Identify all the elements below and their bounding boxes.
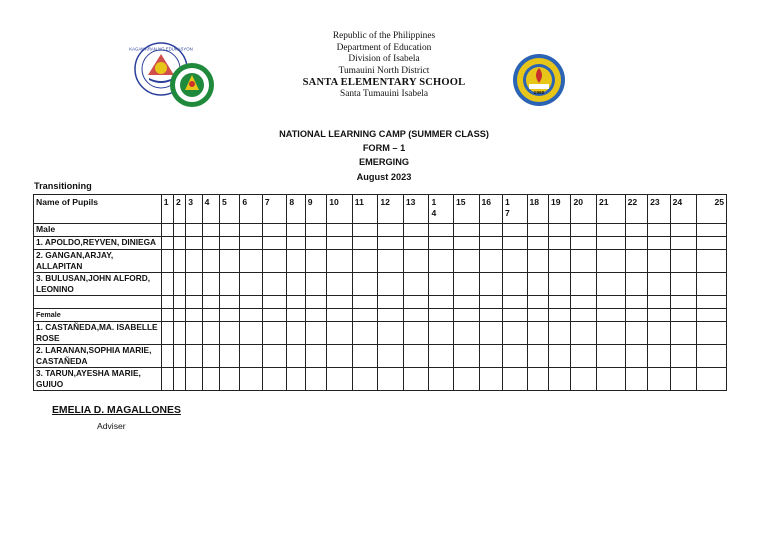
attendance-cell — [453, 322, 479, 345]
attendance-cell — [548, 250, 570, 273]
attendance-cell — [219, 250, 239, 273]
attendance-cell — [305, 296, 326, 309]
female-section-row — [34, 309, 727, 322]
attendance-cell — [429, 368, 454, 391]
attendance-cell — [240, 368, 262, 391]
attendance-cell — [648, 273, 670, 296]
attendance-cell — [453, 309, 479, 322]
attendance-cell — [697, 224, 727, 237]
day-column-header: 11 — [352, 195, 378, 224]
deped-seal-text: KAGAWARAN NG EDUKASYON — [129, 46, 193, 52]
attendance-cell — [327, 296, 353, 309]
attendance-cell — [648, 237, 670, 250]
attendance-cell — [597, 309, 626, 322]
attendance-cell — [403, 237, 429, 250]
attendance-cell — [202, 224, 219, 237]
attendance-cell — [453, 237, 479, 250]
attendance-cell — [403, 224, 429, 237]
day-column-header: 9 — [305, 195, 326, 224]
attendance-cell — [262, 224, 287, 237]
subheading: Transitioning — [34, 181, 92, 191]
day-column-header: 1 4 — [429, 195, 454, 224]
attendance-cell — [352, 237, 378, 250]
attendance-cell — [571, 237, 597, 250]
attendance-cell — [186, 368, 202, 391]
attendance-cell — [305, 368, 326, 391]
attendance-cell — [240, 250, 262, 273]
attendance-cell — [262, 296, 287, 309]
attendance-cell — [202, 309, 219, 322]
attendance-cell — [287, 309, 305, 322]
blank-row — [34, 296, 727, 309]
attendance-cell — [503, 296, 528, 309]
attendance-cell — [597, 224, 626, 237]
attendance-cell — [625, 224, 647, 237]
attendance-cell — [503, 250, 528, 273]
school-name: SANTA ELEMENTARY SCHOOL — [302, 77, 466, 89]
attendance-cell — [219, 322, 239, 345]
attendance-cell — [625, 345, 647, 368]
attendance-cell — [240, 237, 262, 250]
attendance-cell — [548, 322, 570, 345]
attendance-cell — [625, 309, 647, 322]
attendance-cell — [429, 322, 454, 345]
attendance-cell — [479, 250, 503, 273]
attendance-cell — [697, 345, 727, 368]
attendance-cell — [571, 368, 597, 391]
day-column-header: 25 — [697, 195, 727, 224]
attendance-cell — [503, 224, 528, 237]
attendance-cell — [479, 273, 503, 296]
attendance-cell — [327, 368, 353, 391]
attendance-cell — [453, 250, 479, 273]
attendance-cell — [648, 309, 670, 322]
attendance-cell — [503, 345, 528, 368]
attendance-cell — [670, 368, 697, 391]
day-column-header: 13 — [403, 195, 429, 224]
day-column-header: 16 — [479, 195, 503, 224]
attendance-cell — [429, 237, 454, 250]
attendance-cell — [453, 368, 479, 391]
pupil-name: 3. BULUSAN,JOHN ALFORD, LEONINO — [34, 273, 162, 296]
day-column-header: 10 — [327, 195, 353, 224]
letterhead-line-1: Republic of the Philippines — [332, 31, 436, 41]
attendance-cell — [161, 237, 173, 250]
attendance-cell — [503, 273, 528, 296]
table-row — [34, 273, 727, 296]
attendance-cell — [403, 345, 429, 368]
attendance-cell — [305, 224, 326, 237]
attendance-cell — [453, 224, 479, 237]
attendance-cell — [527, 250, 548, 273]
pupil-name: 1. CASTAÑEDA,MA. ISABELLE ROSE — [34, 322, 162, 345]
attendance-cell — [327, 237, 353, 250]
attendance-cell — [648, 250, 670, 273]
table-row — [34, 237, 727, 250]
attendance-cell — [503, 237, 528, 250]
day-column-header: 8 — [287, 195, 305, 224]
school-seal-year: 1960 — [533, 91, 545, 96]
attendance-cell — [479, 296, 503, 309]
attendance-cell — [597, 345, 626, 368]
attendance-cell — [548, 224, 570, 237]
attendance-cell — [186, 237, 202, 250]
attendance-cell — [548, 296, 570, 309]
attendance-cell — [262, 250, 287, 273]
attendance-cell — [648, 322, 670, 345]
title-line-2: FORM – 1 — [362, 143, 406, 154]
attendance-cell — [202, 237, 219, 250]
title-line-4: August 2023 — [356, 171, 412, 182]
attendance-cell — [186, 273, 202, 296]
attendance-cell — [527, 368, 548, 391]
attendance-cell — [527, 224, 548, 237]
attendance-cell — [378, 345, 404, 368]
attendance-cell — [287, 368, 305, 391]
attendance-cell — [287, 237, 305, 250]
attendance-cell — [240, 322, 262, 345]
pupil-name: 1. APOLDO,REYVEN, DINIEGA — [34, 237, 162, 250]
attendance-cell — [429, 345, 454, 368]
attendance-cell — [403, 322, 429, 345]
day-column-header: 23 — [648, 195, 670, 224]
attendance-cell — [352, 309, 378, 322]
pupil-name: 2. LARANAN,SOPHIA MARIE, CASTAÑEDA — [34, 345, 162, 368]
attendance-cell — [378, 224, 404, 237]
attendance-cell — [503, 322, 528, 345]
attendance-cell — [305, 322, 326, 345]
attendance-cell — [305, 345, 326, 368]
day-column-header: 1 — [161, 195, 173, 224]
attendance-cell — [625, 273, 647, 296]
attendance-cell — [378, 250, 404, 273]
day-column-header: 7 — [262, 195, 287, 224]
school-address: Santa Tumauini Isabela — [339, 88, 428, 99]
attendance-cell — [648, 224, 670, 237]
attendance-cell — [548, 273, 570, 296]
attendance-cell — [625, 368, 647, 391]
attendance-cell — [240, 224, 262, 237]
letterhead-line-4: Tumauini North District — [338, 65, 430, 76]
attendance-cell — [161, 296, 173, 309]
attendance-cell — [305, 309, 326, 322]
attendance-cell — [378, 309, 404, 322]
attendance-cell — [697, 309, 727, 322]
attendance-cell — [571, 224, 597, 237]
attendance-cell — [186, 224, 202, 237]
attendance-cell — [670, 237, 697, 250]
attendance-cell — [527, 273, 548, 296]
attendance-cell — [161, 345, 173, 368]
attendance-cell — [597, 368, 626, 391]
attendance-cell — [287, 296, 305, 309]
attendance-cell — [571, 250, 597, 273]
attendance-cell — [352, 296, 378, 309]
attendance-cell — [571, 309, 597, 322]
attendance-cell — [219, 345, 239, 368]
day-column-header: 12 — [378, 195, 404, 224]
attendance-cell — [174, 296, 186, 309]
attendance-cell — [479, 237, 503, 250]
attendance-cell — [240, 309, 262, 322]
attendance-cell — [161, 368, 173, 391]
attendance-cell — [202, 296, 219, 309]
attendance-cell — [403, 250, 429, 273]
letterhead — [220, 31, 548, 101]
attendance-cell — [648, 368, 670, 391]
attendance-cell — [161, 224, 173, 237]
attendance-cell — [327, 250, 353, 273]
attendance-cell — [571, 322, 597, 345]
attendance-cell — [186, 250, 202, 273]
table-header-row — [34, 195, 727, 224]
attendance-cell — [262, 273, 287, 296]
attendance-cell — [174, 309, 186, 322]
attendance-cell — [429, 309, 454, 322]
attendance-cell — [186, 296, 202, 309]
attendance-cell — [548, 345, 570, 368]
attendance-cell — [648, 296, 670, 309]
attendance-cell — [327, 273, 353, 296]
letterhead-line-3: Division of Isabela — [348, 54, 420, 65]
attendance-cell — [625, 296, 647, 309]
attendance-cell — [670, 273, 697, 296]
title-line-1: NATIONAL LEARNING CAMP (SUMMER CLASS) — [279, 129, 489, 139]
attendance-cell — [327, 322, 353, 345]
division-seal-logo — [169, 62, 215, 108]
attendance-cell — [287, 273, 305, 296]
attendance-cell — [240, 345, 262, 368]
attendance-cell — [186, 309, 202, 322]
attendance-cell — [219, 296, 239, 309]
attendance-cell — [161, 273, 173, 296]
attendance-cell — [697, 296, 727, 309]
attendance-cell — [352, 368, 378, 391]
attendance-cell — [625, 237, 647, 250]
day-column-header: 22 — [625, 195, 647, 224]
day-column-header: 1 7 — [503, 195, 528, 224]
attendance-cell — [527, 237, 548, 250]
female-section-label: Female — [34, 309, 162, 322]
attendance-cell — [429, 250, 454, 273]
name-column-header: Name of Pupils — [34, 195, 162, 224]
attendance-cell — [186, 345, 202, 368]
male-section-label: Male — [34, 224, 162, 237]
pupil-name: 2. GANGAN,ARJAY, ALLAPITAN — [34, 250, 162, 273]
day-column-header: 18 — [527, 195, 548, 224]
male-section-row — [34, 224, 727, 237]
attendance-cell — [174, 250, 186, 273]
day-column-header: 19 — [548, 195, 570, 224]
attendance-cell — [202, 368, 219, 391]
attendance-table — [33, 194, 727, 391]
day-column-header: 24 — [670, 195, 697, 224]
attendance-cell — [697, 237, 727, 250]
attendance-cell — [453, 296, 479, 309]
attendance-cell — [403, 273, 429, 296]
attendance-cell — [548, 237, 570, 250]
attendance-cell — [479, 322, 503, 345]
attendance-cell — [174, 322, 186, 345]
attendance-cell — [161, 309, 173, 322]
attendance-cell — [202, 250, 219, 273]
table-row — [34, 368, 727, 391]
attendance-cell — [625, 250, 647, 273]
day-column-header: 4 — [202, 195, 219, 224]
attendance-cell — [161, 322, 173, 345]
attendance-cell — [327, 309, 353, 322]
attendance-cell — [527, 296, 548, 309]
attendance-cell — [219, 368, 239, 391]
attendance-cell — [327, 345, 353, 368]
adviser-name: EMELIA D. MAGALLONES — [52, 405, 181, 416]
attendance-cell — [571, 296, 597, 309]
attendance-cell — [378, 322, 404, 345]
attendance-cell — [352, 273, 378, 296]
attendance-cell — [429, 224, 454, 237]
table-row — [34, 345, 727, 368]
attendance-cell — [527, 345, 548, 368]
attendance-cell — [240, 273, 262, 296]
attendance-cell — [597, 273, 626, 296]
title-line-3: EMERGING — [358, 157, 410, 168]
attendance-cell — [453, 345, 479, 368]
day-column-header: 2 — [174, 195, 186, 224]
attendance-cell — [174, 368, 186, 391]
day-column-header: 20 — [571, 195, 597, 224]
attendance-cell — [219, 224, 239, 237]
attendance-cell — [697, 250, 727, 273]
table-row — [34, 322, 727, 345]
attendance-cell — [378, 237, 404, 250]
attendance-cell — [527, 322, 548, 345]
attendance-cell — [670, 224, 697, 237]
attendance-cell — [202, 322, 219, 345]
attendance-cell — [174, 224, 186, 237]
attendance-cell — [479, 345, 503, 368]
attendance-cell — [571, 345, 597, 368]
attendance-cell — [287, 250, 305, 273]
attendance-cell — [625, 322, 647, 345]
attendance-cell — [403, 368, 429, 391]
attendance-cell — [479, 309, 503, 322]
attendance-cell — [429, 273, 454, 296]
attendance-cell — [670, 322, 697, 345]
attendance-cell — [697, 322, 727, 345]
attendance-cell — [352, 224, 378, 237]
attendance-cell — [219, 273, 239, 296]
attendance-cell — [697, 273, 727, 296]
attendance-cell — [403, 296, 429, 309]
attendance-cell — [571, 273, 597, 296]
attendance-cell — [174, 237, 186, 250]
attendance-cell — [597, 237, 626, 250]
attendance-cell — [597, 250, 626, 273]
attendance-cell — [202, 273, 219, 296]
day-column-header: 6 — [240, 195, 262, 224]
attendance-cell — [219, 237, 239, 250]
attendance-cell — [670, 309, 697, 322]
attendance-cell — [262, 309, 287, 322]
attendance-cell — [305, 237, 326, 250]
form-title — [230, 127, 538, 184]
attendance-cell — [378, 296, 404, 309]
attendance-cell — [174, 345, 186, 368]
attendance-cell — [262, 237, 287, 250]
attendance-cell — [403, 309, 429, 322]
attendance-cell — [240, 296, 262, 309]
attendance-cell — [548, 309, 570, 322]
attendance-cell — [161, 250, 173, 273]
attendance-cell — [479, 224, 503, 237]
attendance-cell — [262, 345, 287, 368]
table-row — [34, 250, 727, 273]
attendance-cell — [597, 296, 626, 309]
attendance-cell — [503, 309, 528, 322]
attendance-cell — [305, 273, 326, 296]
attendance-cell — [287, 224, 305, 237]
attendance-cell — [697, 368, 727, 391]
attendance-cell — [352, 345, 378, 368]
attendance-cell — [378, 273, 404, 296]
pupil-name: 3. TARUN,AYESHA MARIE, GUIUO — [34, 368, 162, 391]
attendance-cell — [262, 322, 287, 345]
attendance-cell — [429, 296, 454, 309]
attendance-cell — [262, 368, 287, 391]
attendance-cell — [174, 273, 186, 296]
attendance-cell — [327, 224, 353, 237]
attendance-cell — [670, 250, 697, 273]
day-column-header: 21 — [597, 195, 626, 224]
attendance-cell — [378, 368, 404, 391]
attendance-cell — [219, 309, 239, 322]
blank-cell — [34, 296, 162, 309]
attendance-cell — [527, 309, 548, 322]
attendance-cell — [479, 368, 503, 391]
adviser-role: Adviser — [97, 421, 126, 431]
attendance-cell — [186, 322, 202, 345]
attendance-cell — [352, 250, 378, 273]
attendance-cell — [597, 322, 626, 345]
letterhead-line-2: Department of Education — [336, 42, 432, 53]
attendance-cell — [287, 322, 305, 345]
attendance-cell — [648, 345, 670, 368]
day-column-header: 3 — [186, 195, 202, 224]
attendance-cell — [453, 273, 479, 296]
attendance-cell — [202, 345, 219, 368]
attendance-cell — [305, 250, 326, 273]
attendance-cell — [670, 296, 697, 309]
attendance-cell — [548, 368, 570, 391]
attendance-cell — [352, 322, 378, 345]
attendance-cell — [670, 345, 697, 368]
attendance-cell — [503, 368, 528, 391]
day-column-header: 15 — [453, 195, 479, 224]
day-column-header: 5 — [219, 195, 239, 224]
attendance-cell — [287, 345, 305, 368]
